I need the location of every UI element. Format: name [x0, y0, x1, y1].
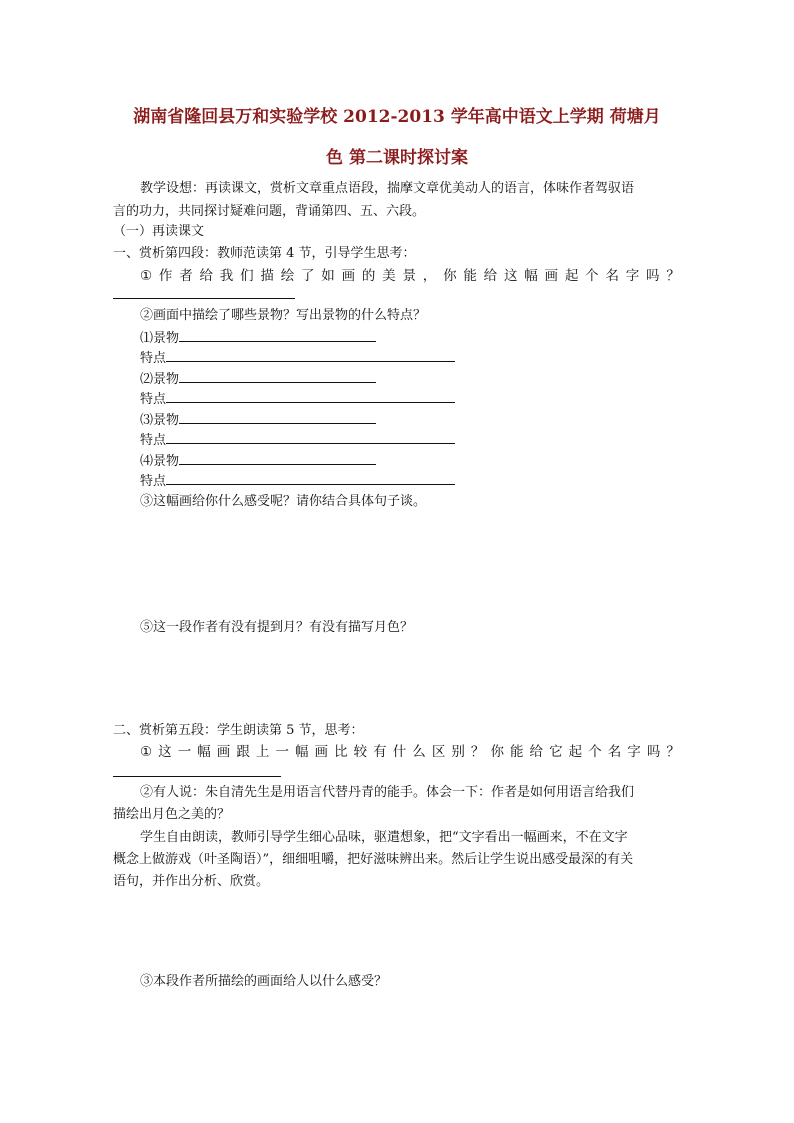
part1-question-2: ②画面中描绘了哪些景物？写出景物的什么特点？ [140, 308, 427, 323]
question-char: 给 [483, 268, 498, 284]
part1-heading: 一、赏析第四段：教师范读第 4 节，引导学生思考： [113, 246, 416, 261]
feature-label: 特点 [140, 433, 167, 448]
question-char: 比 [334, 744, 348, 760]
feature-blank [166, 470, 455, 485]
question-char: 美 [382, 268, 396, 284]
question-char: 较 [353, 744, 368, 760]
scene-blank [179, 409, 376, 424]
question-char: 幅 [197, 744, 211, 760]
scene-label: ⑶景物 [140, 413, 180, 428]
question-char: 这 [503, 268, 518, 284]
part2-question-1 [140, 742, 680, 762]
scene-row-1 [140, 327, 376, 349]
answer-line [113, 776, 281, 777]
question-char: 我 [219, 268, 234, 284]
question-char: 上 [255, 744, 270, 760]
question-char: 幅 [294, 744, 309, 760]
question-char: 画 [216, 744, 231, 760]
document-title-line1: 湖南省隆回县万和实验学校 2012-2013 学年高中语文上学期 荷塘月 [133, 107, 661, 127]
question-char: 名 [607, 744, 622, 760]
question-char: 起 [568, 744, 583, 760]
question-char: 有 [373, 744, 387, 760]
question-char: 个 [585, 268, 599, 284]
question-char: 景 [402, 268, 416, 284]
feature-blank [166, 347, 455, 362]
question-char: 的 [361, 268, 376, 284]
scene-row-3 [140, 409, 376, 431]
scene-label: ⑵景物 [140, 372, 180, 387]
question-char: 给 [199, 268, 213, 284]
feature-label: 特点 [140, 351, 167, 366]
scene-label: ⑷景物 [140, 454, 180, 469]
question-char: 作 [158, 268, 173, 284]
part2-question-2-line2: 描绘出月色之美的？ [113, 807, 231, 822]
part1-question-3: ③这幅画给你什么感受呢？请你结合具体句子谈。 [140, 494, 427, 509]
section-heading: （一）再读课文 [113, 224, 205, 239]
question-char: 画 [544, 268, 559, 284]
question-char: 它 [549, 744, 563, 760]
feature-blank [166, 388, 455, 403]
intro-line2: 言的功力，共同探讨疑难问题，背诵第四、五、六段。 [113, 204, 426, 219]
scene-blank [179, 368, 376, 383]
feature-row-4 [140, 470, 455, 492]
question-char: 幅 [524, 268, 538, 284]
question-char: 者 [179, 268, 193, 284]
scene-row-4 [140, 450, 376, 472]
question-char: 吗 [646, 744, 661, 760]
scene-blank [179, 450, 376, 465]
paragraph-line3: 语句，并作出分析、欣赏。 [113, 874, 270, 889]
question-char: ， [422, 268, 437, 284]
question-char: 吗 [646, 268, 660, 284]
question-char: 你 [443, 268, 457, 284]
question-char: ？ [666, 268, 680, 284]
scene-blank [179, 327, 376, 342]
part2-question-2-line1: ②有人说：朱自清先生是用语言代替丹青的能手。体会一下：作者是如何用语言给我们 [140, 785, 635, 800]
answer-line [113, 298, 295, 299]
question-char: 了 [300, 268, 315, 284]
question-char: ？ [470, 744, 485, 760]
feature-row-2 [140, 388, 455, 410]
question-char: 什 [392, 744, 407, 760]
question-char: 画 [314, 744, 329, 760]
question-char: 个 [588, 744, 602, 760]
question-char: 别 [451, 744, 465, 760]
question-char: 字 [625, 268, 640, 284]
question-char: 描 [260, 268, 274, 284]
question-char: 区 [431, 744, 446, 760]
feature-row-1 [140, 347, 455, 369]
question-char: 一 [275, 744, 289, 760]
document-title-line2: 色 第二课时探讨案 [326, 148, 468, 168]
feature-blank [166, 429, 455, 444]
feature-row-3 [140, 429, 455, 451]
feature-label: 特点 [140, 474, 167, 489]
paragraph-line2: 概念上做游戏（叶圣陶语）”，细细咀嚼，把好滋味辨出来。然后让学生说出感受最深的有关 [113, 852, 634, 867]
part1-question-5: ⑤这一段作者有没有提到月？有没有描写月色？ [140, 620, 414, 635]
question-char: ① [140, 268, 153, 284]
scene-label: ⑴景物 [140, 331, 180, 346]
question-char: 们 [240, 268, 254, 284]
question-char: 能 [463, 268, 477, 284]
scene-row-2 [140, 368, 376, 390]
question-char: 一 [177, 744, 192, 760]
question-char: ① [140, 744, 153, 760]
question-char: 这 [158, 744, 172, 760]
intro-line1: 教学设想：再读课文，赏析文章重点语段，揣摩文章优美动人的语言，体味作者驾驭语 [140, 181, 635, 196]
question-char: 绘 [280, 268, 295, 284]
question-char: 字 [627, 744, 641, 760]
feature-label: 特点 [140, 392, 167, 407]
question-char: ？ [666, 744, 680, 760]
paragraph-line1: 学生自由朗读，教师引导学生细心品味，驱遣想象，把“文字看出一幅画来，不在文字 [140, 830, 628, 845]
part2-heading: 二、赏析第五段：学生朗读第 5 节，思考： [113, 723, 364, 738]
question-char: 名 [605, 268, 619, 284]
question-char: 给 [529, 744, 544, 760]
question-char: 如 [321, 268, 335, 284]
question-char: 跟 [236, 744, 250, 760]
question-char: 你 [490, 744, 504, 760]
part2-question-3: ③本段作者所描绘的画面给人以什么感受？ [140, 974, 388, 989]
question-char: 起 [564, 268, 579, 284]
part1-question-1 [140, 266, 680, 286]
question-char: 能 [510, 744, 524, 760]
question-char: 画 [341, 268, 356, 284]
question-char: 么 [412, 744, 426, 760]
